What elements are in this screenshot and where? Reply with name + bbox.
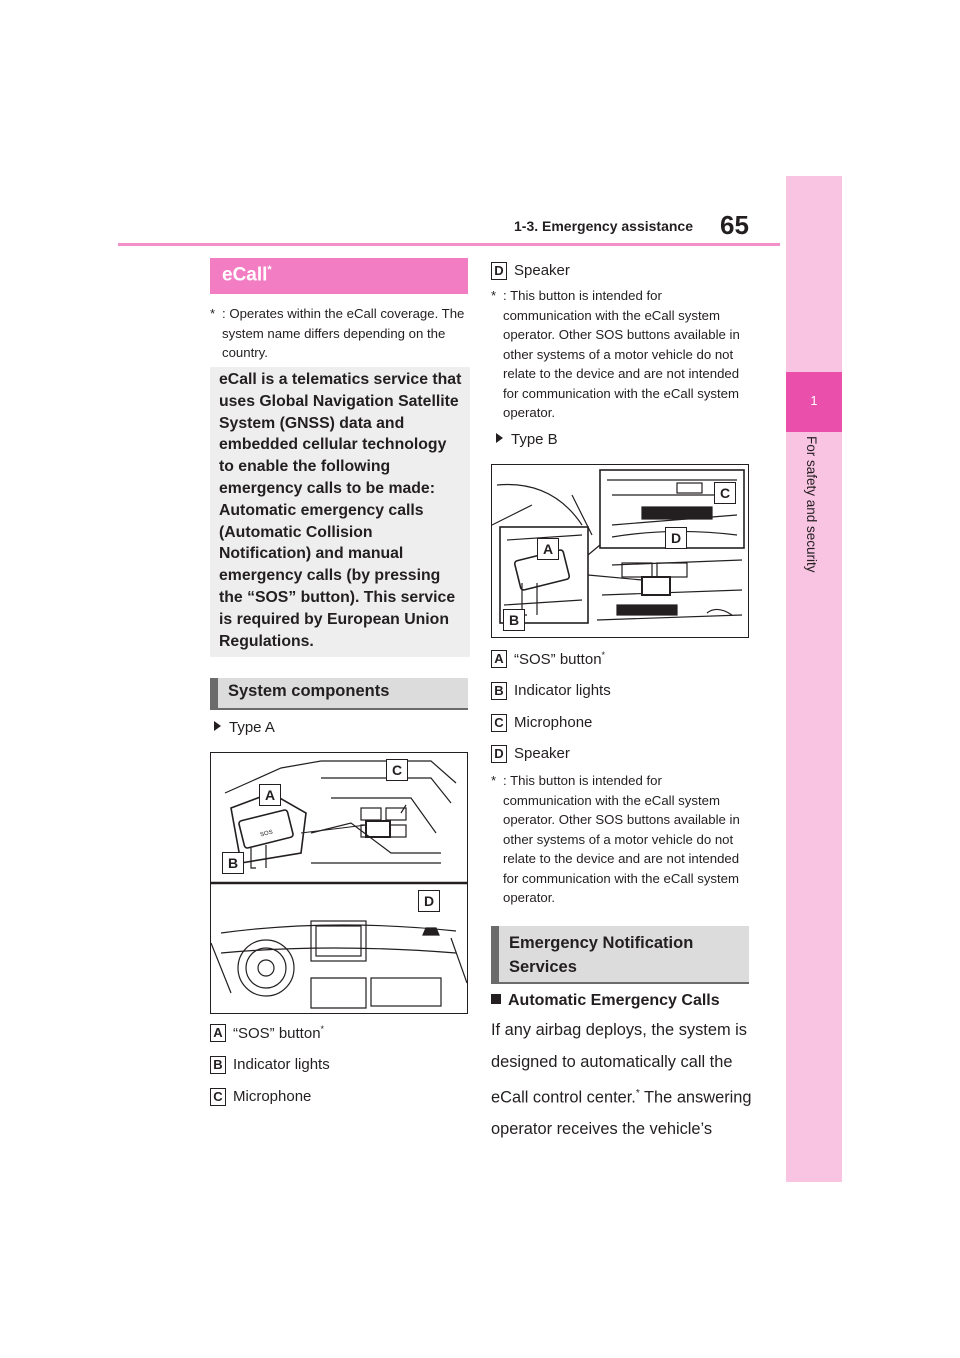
- section-underline-2: [491, 982, 749, 984]
- type-b-figure: [491, 464, 749, 638]
- type-a-illustration: [211, 753, 467, 1013]
- type-b-illustration: [492, 465, 748, 637]
- type-b-item-b: B Indicator lights: [491, 682, 749, 702]
- section-underline: [210, 708, 468, 710]
- chapter-number: 1: [810, 393, 818, 408]
- type-b-label: Type B: [496, 431, 558, 448]
- type-a-item-c: C Microphone: [210, 1088, 468, 1108]
- type-a-item-a: A “SOS” button*: [210, 1024, 468, 1044]
- figure-b-callout-c: C: [714, 482, 736, 504]
- type-a-figure: [210, 752, 468, 1014]
- figure-callout-c: C: [386, 759, 408, 781]
- automatic-calls-subheading: Automatic Emergency Calls: [491, 992, 720, 1010]
- figure-b-callout-a: A: [537, 538, 559, 560]
- figure-callout-a: A: [259, 784, 281, 806]
- type-a-footnote: * : This button is intended for communication with the eCall system operator. Other SOS buttons available in other systems of a motor vehicle do not relate to the device and are not intended for communication with the eCall system operator.: [491, 288, 740, 420]
- type-b-item-c: C Microphone: [491, 714, 749, 734]
- type-b-item-a: A “SOS” button*: [491, 650, 749, 670]
- type-b-footnote: * : This button is intended for communication with the eCall system operator. Other SOS buttons available in other systems of a motor vehicle do not relate to the device and are not intended for communication with the eCall system operator.: [491, 773, 740, 905]
- ecall-heading: eCall*: [210, 258, 468, 294]
- automatic-calls-body: If any airbag deploys, the system is designed to automatically call the eCall control center.* The answering operator receives the vehicle’s: [491, 1021, 752, 1139]
- type-a-label: Type A: [214, 719, 275, 736]
- header-divider: [118, 243, 780, 246]
- chapter-tab-strip: [786, 176, 842, 1182]
- type-a-item-b: B Indicator lights: [210, 1056, 468, 1076]
- figure-b-callout-d: D: [665, 527, 687, 549]
- system-components-heading: System components: [210, 678, 468, 708]
- page-number: 65: [720, 210, 749, 240]
- ecall-intro-box: eCall is a telematics service that uses Global Navigation Satellite System (GNSS) data and embedded cellular technology to enable the following emergency calls to be made: Automatic emergency calls (Automatic Collision Notification) and manual emergency calls (by pressing the “SOS” button). This service is required by European Union Regulations.: [210, 367, 470, 657]
- figure-callout-d: D: [418, 890, 440, 912]
- emergency-notification-heading: Emergency Notification Services: [491, 926, 749, 982]
- figure-callout-b: B: [222, 852, 244, 874]
- sos-button-label: SOS: [259, 829, 274, 839]
- chapter-title: For safety and security: [804, 436, 819, 573]
- type-b-item-d: D Speaker: [491, 745, 749, 765]
- type-a-item-d: D Speaker: [491, 262, 749, 282]
- section-title: 1-3. Emergency assistance: [514, 218, 693, 234]
- figure-b-callout-b: B: [503, 609, 525, 631]
- ecall-footnote: * : Operates within the eCall coverage. The system name differs depending on the country.: [210, 306, 465, 360]
